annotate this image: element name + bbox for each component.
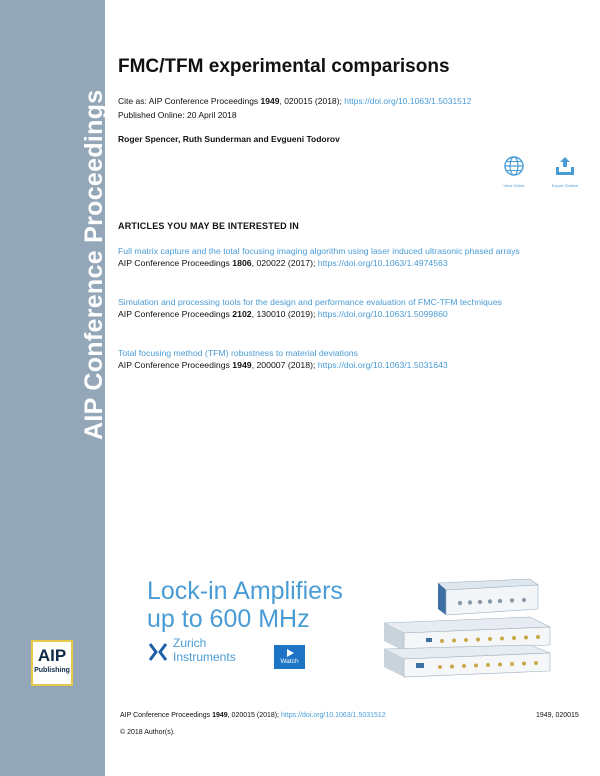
article-volume: 2102 [232, 308, 252, 319]
cite-rest: , 020015 (2018); [279, 96, 345, 106]
watch-label: Watch [280, 658, 299, 665]
globe-icon [503, 155, 525, 177]
zurich-instruments-logo-icon [148, 642, 168, 662]
article-journal: AIP Conference Proceedings [118, 359, 233, 370]
sidebar [0, 0, 108, 776]
ad-headline-2: up to 600 MHz [147, 605, 310, 633]
related-article [118, 348, 578, 371]
related-article-title[interactable]: Total focusing method (TFM) robustness to material deviations [118, 348, 358, 358]
footer-volume: 1949 [212, 712, 228, 719]
export-citation-label: Export Citation [551, 183, 579, 188]
published-date: Published Online: 20 April 2018 [118, 110, 237, 120]
lock-in-amplifier-device-image [380, 575, 556, 683]
view-online-label: View Online [503, 183, 525, 188]
article-volume: 1806 [232, 257, 252, 268]
article-rest: , 200007 (2018); [251, 359, 318, 370]
article-rest: , 020022 (2017); [251, 257, 318, 268]
article-volume: 1949 [232, 359, 252, 370]
citation-line [118, 96, 471, 106]
article-doi-link[interactable]: https://doi.org/10.1063/1.4974563 [317, 257, 448, 268]
article-journal: AIP Conference Proceedings [118, 308, 233, 319]
related-articles-heading: ARTICLES YOU MAY BE INTERESTED IN [118, 221, 299, 231]
aip-publishing-logo[interactable] [31, 640, 73, 686]
zurich-instruments-brand [173, 636, 236, 664]
brand-line-1: Zurich [173, 636, 207, 650]
logo-sub-text: Publishing [34, 667, 70, 674]
paper-title: FMC/TFM experimental comparisons [118, 56, 450, 77]
related-article [118, 246, 578, 269]
advertisement-banner[interactable] [118, 565, 558, 685]
export-citation-button[interactable] [545, 155, 585, 188]
watch-button[interactable] [274, 645, 305, 669]
authors: Roger Spencer, Ruth Sunderman and Evgueni Todorov [118, 134, 340, 144]
play-icon [285, 648, 295, 658]
related-article-title[interactable]: Simulation and processing tools for the design and performance evaluation of FMC-TFM techniques [118, 297, 502, 307]
footer-page-ref: 1949, 020015 [536, 712, 579, 719]
cite-prefix: Cite as: AIP Conference Proceedings [118, 96, 261, 106]
logo-main-text: AIP [37, 646, 67, 665]
journal-title-vertical: AIP Conference Proceedings [80, 89, 108, 440]
brand-line-2: Instruments [173, 650, 236, 664]
cite-doi-link[interactable]: https://doi.org/10.1063/1.5031512 [344, 96, 472, 106]
export-citation-icon [553, 155, 577, 177]
ad-headline-1: Lock-in Amplifiers [147, 577, 343, 605]
footer-prefix: AIP Conference Proceedings [120, 712, 213, 719]
copyright-notice: © 2018 Author(s). [120, 729, 175, 736]
footer-rest: , 020015 (2018); [227, 712, 281, 719]
article-journal: AIP Conference Proceedings [118, 257, 233, 268]
article-doi-link[interactable]: https://doi.org/10.1063/1.5099860 [317, 308, 448, 319]
footer-doi-link[interactable]: https://doi.org/10.1063/1.5031512 [281, 712, 386, 719]
footer-citation [120, 712, 386, 719]
view-online-button[interactable] [494, 155, 534, 188]
related-article-title[interactable]: Full matrix capture and the total focusing imaging algorithm using laser induced ultrasonic phased arrays [118, 246, 520, 256]
article-doi-link[interactable]: https://doi.org/10.1063/1.5031643 [317, 359, 448, 370]
related-article [118, 297, 578, 320]
article-rest: , 130010 (2019); [251, 308, 318, 319]
cite-volume: 1949 [260, 96, 280, 106]
